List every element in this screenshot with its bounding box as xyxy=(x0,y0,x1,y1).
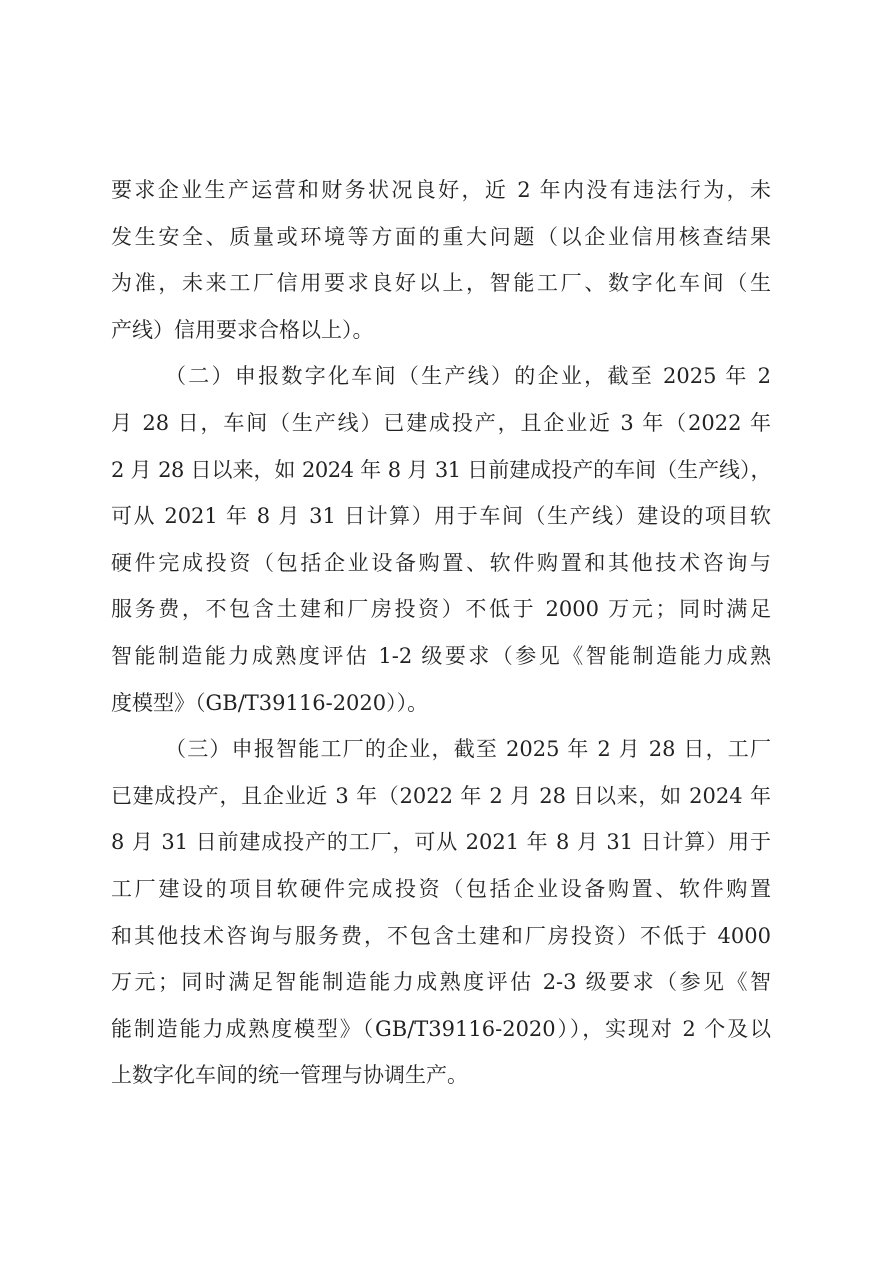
paragraph-1-line: 要求企业生产运营和财务状况良好，近 2 年内没有违法行为，未 xyxy=(111,178,771,202)
paragraph-3-line: 能制造能力成熟度模型》（GB/T39116-2020）），实现对 2 个及以 xyxy=(111,1016,771,1041)
paragraph-2-line: 硬件完成投资（包括企业设备购置、软件购置和其他技术咨询与 xyxy=(111,550,771,575)
paragraph-2-line: 智能制造能力成熟度评估 1-2 级要求（参见《智能制造能力成熟 xyxy=(111,643,771,668)
paragraph-2-line: 度模型》（GB/T39116-2020））。 xyxy=(111,690,429,715)
paragraph-3-line: （三）申报智能工厂的企业，截至 2025 年 2 月 28 日，工厂 xyxy=(165,737,771,762)
paragraph-3-line: 工厂建设的项目软硬件完成投资（包括企业设备购置、软件购置 xyxy=(111,876,771,901)
paragraph-1-line: 为准，未来工厂信用要求良好以上，智能工厂、数字化车间（生 xyxy=(111,271,771,296)
paragraph-3-line: 万元；同时满足智能制造能力成熟度评估 2-3 级要求（参见《智 xyxy=(111,970,771,995)
paragraph-3-line: 上数字化车间的统一管理与协调生产。 xyxy=(111,1063,468,1088)
paragraph-1-line: 发生安全、质量或环境等方面的重大问题（以企业信用核查结果 xyxy=(111,224,771,249)
paragraph-2-line: 可从 2021 年 8 月 31 日计算）用于车间（生产线）建设的项目软 xyxy=(111,504,771,529)
paragraph-3-line: 8 月 31 日前建成投产的工厂，可从 2021 年 8 月 31 日计算）用于 xyxy=(111,830,771,855)
paragraph-2-line: 月 28 日，车间（生产线）已建成投产，且企业近 3 年（2022 年 xyxy=(111,410,771,435)
paragraph-2-line: 服务费，不包含土建和厂房投资）不低于 2000 万元；同时满足 xyxy=(111,597,771,622)
paragraph-3-line: 已建成投产，且企业近 3 年（2022 年 2 月 28 日以来，如 2024 年 xyxy=(111,783,771,808)
document-body xyxy=(111,167,771,1099)
paragraph-1-line: 产线）信用要求合格以上）。 xyxy=(111,317,374,342)
paragraph-2-line: （二）申报数字化车间（生产线）的企业，截至 2025 年 2 xyxy=(165,364,771,389)
paragraph-2-line: 2 月 28 日以来，如 2024 年 8 月 31 日前建成投产的车间（生产线）， xyxy=(111,457,771,482)
paragraph-3-line: 和其他技术咨询与服务费，不包含土建和厂房投资）不低于 4000 xyxy=(111,923,771,948)
